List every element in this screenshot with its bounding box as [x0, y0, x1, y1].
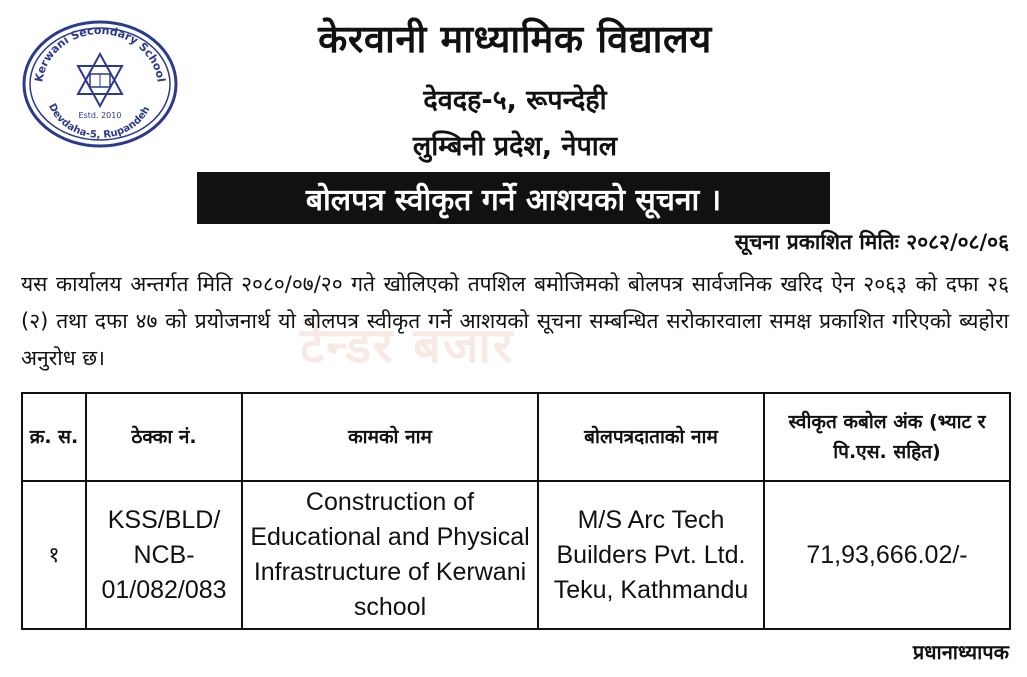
bid-approval-table: [21, 392, 1011, 630]
watermark-text: टेन्डर बजार: [300, 318, 515, 374]
row-contract-number: KSS/BLD/ NCB- 01/082/083: [86, 481, 242, 629]
header-approved-amount: स्वीकृत कबोल अंक (भ्याट र पि.एस. सहित): [764, 393, 1010, 481]
row-work-name: Construction of Educational and Physical Infrastructure of Kerwani school: [242, 481, 538, 629]
row-approved-amount: 71,93,666.02/-: [764, 481, 1010, 629]
table-header-row: [22, 393, 1010, 481]
publish-date: सूचना प्रकाशित मितिः २०८२/०८/०६: [734, 230, 1009, 254]
header-bidder-name: बोलपत्रदाताको नाम: [538, 393, 764, 481]
seal-emblem-icon: [20, 18, 180, 150]
table-row: [22, 481, 1010, 629]
notice-paragraph: यस कार्यालय अन्तर्गत मिति २०८०/०७/२० गते खोलिएको तपशिल बमोजिमको बोलपत्र सार्वजनिक खरिद ऐन २०६३ को दफा २६ (२) तथा दफा ४७ को प्रयोजनार्थ यो बोलपत्र स्वीकृत गर्ने आशयको सूचना सम्बन्धित सरोकारवाला समक्ष प्रकाशित गरिएको ब्यहोरा अनुरोध छ।: [21, 272, 1009, 370]
row-serial-number: १: [22, 481, 86, 629]
header-work-name: कामको नाम: [242, 393, 538, 481]
seal-top-text: Kerwani Secondary School: [32, 23, 168, 84]
header-contract-number: ठेक्का नं.: [86, 393, 242, 481]
signatory-title: प्रधानाध्यापक: [912, 640, 1009, 664]
school-address: देवदह-५, रूपन्देही: [423, 85, 607, 116]
school-name: केरवानी माध्यामिक विद्यालय: [318, 17, 712, 61]
seal-bottom-text: Devdaha-5, Rupandeh: [46, 101, 153, 141]
school-province: लुम्बिनी प्रदेश, नेपाल: [412, 131, 618, 162]
school-seal: [20, 18, 180, 150]
header-serial-number: क्र. स.: [22, 393, 86, 481]
seal-estd-text: Estd. 2010: [78, 111, 122, 120]
notice-title-banner: [197, 172, 830, 224]
notice-title: बोलपत्र स्वीकृत गर्ने आशयको सूचना ।: [305, 182, 722, 218]
row-bidder-name: M/S Arc Tech Builders Pvt. Ltd. Teku, Kathmandu: [538, 481, 764, 629]
